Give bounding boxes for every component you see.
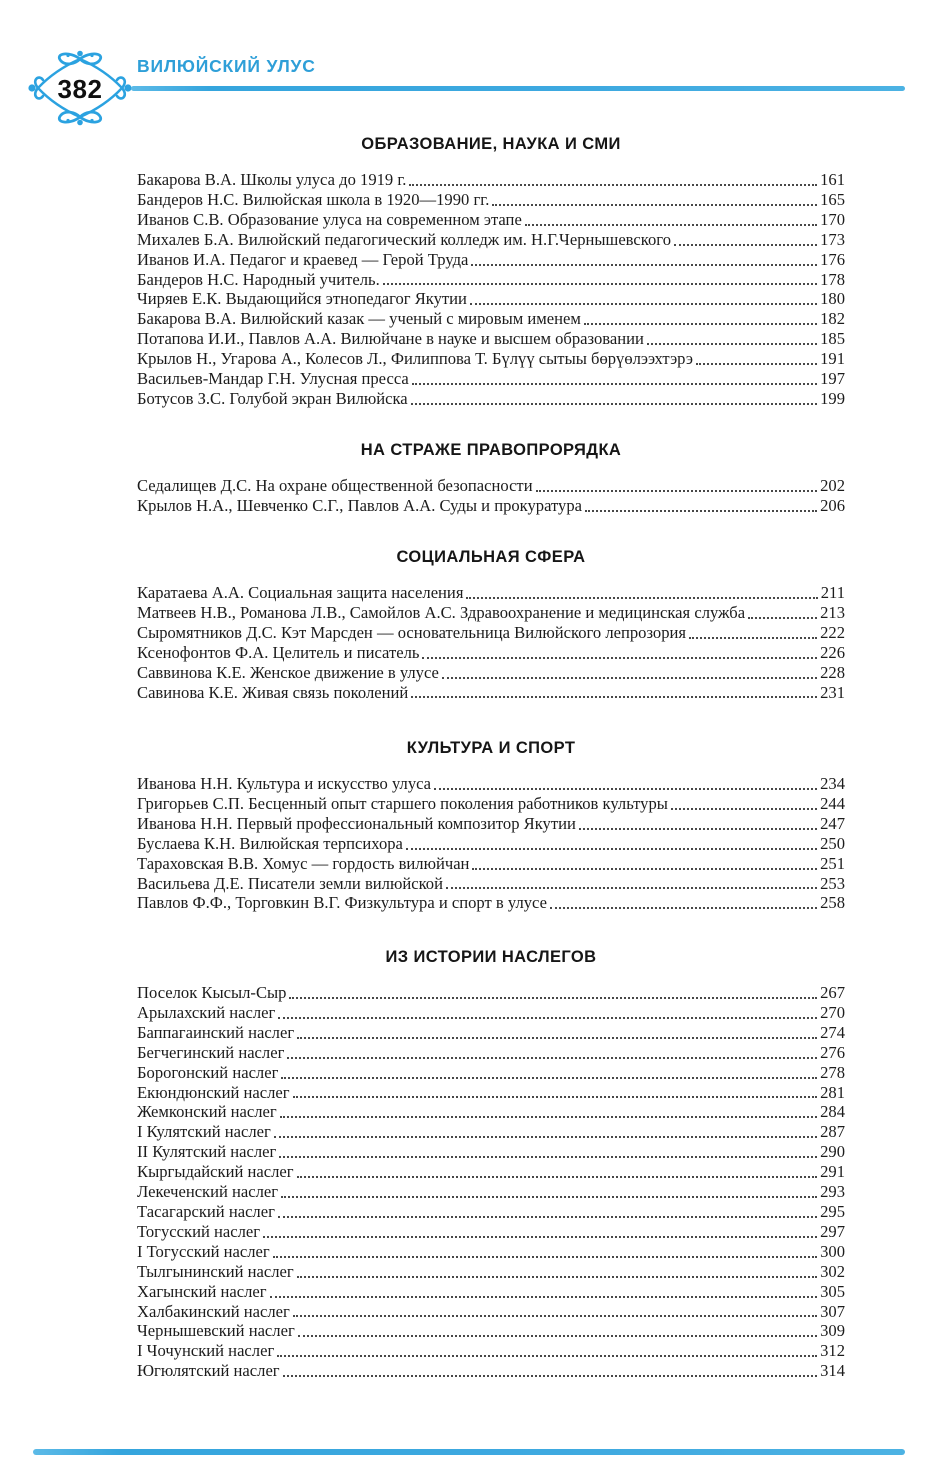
- dot-leader: [293, 1315, 817, 1317]
- toc-entry-page: 281: [820, 1082, 845, 1102]
- toc-entry-page: 290: [820, 1142, 845, 1162]
- dot-leader: [273, 1256, 817, 1258]
- dot-leader: [274, 1136, 817, 1138]
- toc-entry-title: Жемконский наслег: [137, 1102, 277, 1122]
- section-heading: КУЛЬТУРА И СПОРТ: [406, 739, 576, 757]
- toc-entry-title: Иванов С.В. Образование улуса на современном этапе: [137, 209, 522, 229]
- toc-entry-title: I Кулятский наслег: [137, 1122, 271, 1142]
- toc-entry: [137, 683, 845, 703]
- toc-entry: [137, 1341, 845, 1361]
- dot-leader: [584, 323, 817, 325]
- toc-entry: [137, 349, 845, 369]
- toc-entry-title: Матвеев Н.В., Романова Л.В., Самойлов А.С. Здравоохранение и медицинская служба: [137, 602, 746, 622]
- toc-entry-page: 274: [820, 1022, 845, 1042]
- toc-entry-page: 291: [820, 1162, 845, 1182]
- page-number: 382: [57, 73, 103, 104]
- toc-entry: [137, 210, 845, 230]
- dot-leader: [585, 510, 817, 512]
- toc-entry-title: Каратаева А.А. Социальная защита населения: [137, 583, 464, 602]
- toc-entry-title: Сыромятников Д.С. Кэт Марсден — основательница Вилюйского лепрозория: [137, 622, 687, 642]
- dot-leader: [411, 696, 817, 698]
- toc-entry: [137, 774, 845, 794]
- toc-entry: [137, 309, 845, 329]
- toc-entry-page: 295: [820, 1201, 845, 1221]
- dot-leader: [748, 617, 817, 619]
- toc-entry: [137, 289, 845, 309]
- dot-leader: [525, 224, 817, 226]
- toc-entry-title: Васильева Д.Е. Писатели земли вилюйской: [137, 873, 443, 893]
- toc-section: [137, 948, 845, 1381]
- toc-entry-page: 276: [820, 1042, 845, 1062]
- toc-entry-title: Арылахский наслег: [137, 1002, 276, 1022]
- toc-entry-title: Григорьев С.П. Бесценный опыт старшего поколения работников культуры: [137, 793, 668, 813]
- toc-entry-title: Васильев-Мандар Г.Н. Улусная пресса: [137, 369, 409, 389]
- toc-entry: [137, 1282, 845, 1302]
- toc-entry-title: Хагынский наслег: [137, 1281, 267, 1301]
- dot-leader: [466, 597, 817, 599]
- toc-entry-page: 234: [820, 774, 845, 793]
- section-heading: ОБРАЗОВАНИЕ, НАУКА И СМИ: [361, 135, 621, 153]
- toc-entry-title: I Чочунский наслег: [137, 1341, 275, 1361]
- toc-entry-title: Потапова И.И., Павлов А.А. Вилюйчане в науке и высшем образовании: [137, 329, 644, 349]
- toc-entry-page: 202: [820, 476, 845, 495]
- toc-entry-page: 251: [820, 853, 845, 873]
- toc-entry-page: 287: [820, 1122, 845, 1142]
- toc-entry-title: Тогусский наслег: [137, 1221, 261, 1241]
- toc-entry-page: 314: [820, 1361, 845, 1381]
- toc-entry-title: Баппагаинский наслег: [137, 1022, 295, 1042]
- toc-entry-title: Чернышевский наслег: [137, 1321, 295, 1341]
- toc-entry: [137, 1122, 845, 1142]
- dot-leader: [297, 1037, 817, 1039]
- toc-entry-title: Тылгынинский наслег: [137, 1261, 294, 1281]
- dot-leader: [279, 1156, 817, 1158]
- toc-entry-page: 173: [820, 229, 845, 249]
- dot-leader: [472, 868, 817, 870]
- toc-entry-page: 231: [820, 682, 845, 702]
- toc-entry-title: Екюндюнский наслег: [137, 1082, 290, 1102]
- dot-leader: [298, 1335, 817, 1337]
- toc-entry: [137, 583, 845, 603]
- toc-entry: [137, 1063, 845, 1083]
- toc-entry-title: Бакарова В.А. Школы улуса до 1919 г.: [137, 170, 407, 189]
- toc-entry-title: Бакарова В.А. Вилюйский казак — ученый с мировым именем: [137, 309, 581, 329]
- toc-entry-page: 228: [820, 662, 845, 682]
- toc-entry-title: Иванова Н.Н. Первый профессиональный композитор Якутии: [137, 813, 576, 833]
- dot-leader: [696, 363, 817, 365]
- toc-entry: [137, 250, 845, 270]
- dot-leader: [281, 1077, 817, 1079]
- toc-entry-page: 309: [820, 1321, 845, 1341]
- toc-list: [137, 774, 845, 913]
- toc-entry: [137, 1102, 845, 1122]
- toc-entry-page: 182: [820, 309, 845, 329]
- toc-entry: [137, 1361, 845, 1381]
- toc-entry: [137, 329, 845, 349]
- toc-entry-page: 267: [820, 983, 845, 1002]
- dot-leader: [647, 343, 817, 345]
- toc-entry-page: 278: [820, 1062, 845, 1082]
- dot-leader: [550, 907, 817, 909]
- dot-leader: [471, 264, 817, 266]
- toc-entry-title: II Кулятский наслег: [137, 1142, 277, 1162]
- toc-entry-page: 199: [820, 388, 845, 408]
- toc-entry-title: Иванов И.А. Педагог и краевед — Герой Труда: [137, 249, 469, 269]
- toc-entry-title: Тараховская В.В. Хомус — гордость вилюйчан: [137, 853, 470, 873]
- toc-entry: [137, 369, 845, 389]
- toc-entry-page: 211: [820, 583, 845, 602]
- toc-entry-title: Буслаева К.Н. Вилюйская терпсихора: [137, 833, 403, 853]
- toc-entry-title: Крылов Н., Угарова А., Колесов Л., Филиппова Т. Бүлүү сытыы бөрүөлээхтэрэ: [137, 349, 694, 369]
- toc-entry-page: 244: [820, 793, 845, 813]
- toc-entry-page: 180: [820, 289, 845, 309]
- toc-entry: [137, 893, 845, 913]
- toc-entry-title: Иванова Н.Н. Культура и искусство улуса: [137, 774, 432, 793]
- dot-leader: [674, 244, 817, 246]
- toc-list: [137, 170, 845, 409]
- toc-entry-page: 247: [820, 813, 845, 833]
- toc-entry: [137, 834, 845, 854]
- toc-entry-page: 176: [820, 249, 845, 269]
- toc-entry: [137, 1142, 845, 1162]
- dot-leader: [446, 887, 817, 889]
- header-rule: [131, 86, 905, 91]
- toc-entry-title: Югюлятский наслег: [137, 1361, 280, 1381]
- toc-entry-page: 222: [820, 622, 845, 642]
- toc-entry-title: Лекеченский наслег: [137, 1182, 279, 1202]
- toc-entry-page: 305: [820, 1281, 845, 1301]
- toc-entry-title: Ксенофонтов Ф.А. Целитель и писатель: [137, 642, 420, 662]
- toc-entry-title: Саввинова К.Е. Женское движение в улусе: [137, 662, 439, 682]
- toc-entry: [137, 854, 845, 874]
- toc-entry: [137, 230, 845, 250]
- dot-leader: [434, 788, 817, 790]
- toc-entry-title: Михалев Б.А. Вилюйский педагогический колледж им. Н.Г.Чернышевского: [137, 229, 671, 249]
- toc-entry-title: Бегчегинский наслег: [137, 1042, 285, 1062]
- page-header-title: ВИЛЮЙСКИЙ УЛУС: [137, 56, 316, 76]
- toc-entry-title: Бандеров Н.С. Народный учитель.: [137, 269, 380, 289]
- toc-entry-title: Халбакинский наслег: [137, 1301, 290, 1321]
- toc-entry-title: Тасагарский наслег: [137, 1201, 275, 1221]
- dot-leader: [280, 1116, 817, 1118]
- section-heading: ИЗ ИСТОРИИ НАСЛЕГОВ: [385, 948, 597, 966]
- toc-entry: [137, 389, 845, 409]
- toc-entry-page: 312: [820, 1341, 845, 1361]
- toc-entry: [137, 794, 845, 814]
- toc-entry-title: Павлов Ф.Ф., Торговкин В.Г. Физкультура и спорт в улусе: [137, 893, 547, 913]
- toc-entry: [137, 874, 845, 894]
- toc-entry: [137, 663, 845, 683]
- toc-section: [137, 548, 845, 702]
- dot-leader: [281, 1196, 817, 1198]
- dot-leader: [406, 848, 817, 850]
- toc-entry-page: 191: [820, 349, 845, 369]
- toc-entry: [137, 623, 845, 643]
- toc-entry: [137, 1083, 845, 1103]
- toc-entry: [137, 1202, 845, 1222]
- dot-leader: [283, 1375, 817, 1377]
- toc-list: [137, 583, 845, 702]
- toc-entry: [137, 1023, 845, 1043]
- toc-entry-page: 161: [820, 170, 845, 189]
- toc-entry-page: 165: [820, 189, 845, 209]
- toc-entry-page: 226: [820, 642, 845, 662]
- toc-entry: [137, 476, 845, 496]
- toc-list: [137, 983, 845, 1381]
- dot-leader: [442, 677, 817, 679]
- toc-entry-title: Крылов Н.А., Шевченко С.Г., Павлов А.А. Суды и прокуратура: [137, 495, 583, 515]
- toc-entry: [137, 1321, 845, 1341]
- dot-leader: [263, 1236, 817, 1238]
- toc-entry-title: Савинова К.Е. Живая связь поколений: [137, 682, 409, 702]
- toc-list: [137, 476, 845, 516]
- dot-leader: [297, 1176, 818, 1178]
- toc-entry: [137, 1262, 845, 1282]
- toc-entry: [137, 1222, 845, 1242]
- dot-leader: [470, 303, 817, 305]
- toc-entry-page: 293: [820, 1182, 845, 1202]
- toc-entry-title: Бандеров Н.С. Вилюйская школа в 1920—1990 гг.: [137, 189, 490, 209]
- toc-entry: [137, 603, 845, 623]
- dot-leader: [411, 403, 817, 405]
- toc-entry-page: 307: [820, 1301, 845, 1321]
- toc-entry-page: 258: [820, 893, 845, 913]
- dot-leader: [287, 1057, 817, 1059]
- toc-entry-title: Седалищев Д.С. На охране общественной безопасности: [137, 476, 533, 495]
- toc-entry-page: 284: [820, 1102, 845, 1122]
- toc-entry: [137, 190, 845, 210]
- toc-entry: [137, 1242, 845, 1262]
- toc-entry: [137, 983, 845, 1003]
- dot-leader: [689, 637, 817, 639]
- toc-entry-page: 178: [820, 269, 845, 289]
- toc-entry-page: 185: [820, 329, 845, 349]
- toc-entry: [137, 1043, 845, 1063]
- toc-entry-page: 197: [820, 369, 845, 389]
- toc-section: [137, 135, 845, 409]
- page-number-ornament: [24, 50, 136, 126]
- toc-entry-page: 297: [820, 1221, 845, 1241]
- section-heading: СОЦИАЛЬНАЯ СФЕРА: [396, 548, 586, 566]
- toc-entry: [137, 814, 845, 834]
- dot-leader: [492, 204, 817, 206]
- toc-entry-page: 250: [820, 833, 845, 853]
- toc-entry-title: Ботусов З.С. Голубой экран Вилюйска: [137, 388, 408, 408]
- toc-section: [137, 441, 845, 516]
- toc-entry-page: 302: [820, 1261, 845, 1281]
- dot-leader: [277, 1355, 817, 1357]
- toc-entry-title: I Тогусский наслег: [137, 1241, 270, 1261]
- toc-entry-page: 270: [820, 1002, 845, 1022]
- toc-entry-page: 253: [820, 873, 845, 893]
- toc-entry-title: Чиряев Е.К. Выдающийся этнопедагог Якутии: [137, 289, 467, 309]
- dot-leader: [293, 1096, 818, 1098]
- toc-entry: [137, 643, 845, 663]
- toc-entry: [137, 1302, 845, 1322]
- toc-entry: [137, 496, 845, 516]
- dot-leader: [579, 828, 817, 830]
- toc-entry: [137, 1182, 845, 1202]
- toc-entry: [137, 1003, 845, 1023]
- toc-entry-page: 213: [820, 602, 845, 622]
- toc-entry-title: Поселок Кысыл-Сыр: [137, 983, 287, 1002]
- dot-leader: [289, 997, 817, 999]
- dot-leader: [297, 1276, 817, 1278]
- dot-leader: [270, 1296, 818, 1298]
- dot-leader: [536, 490, 818, 492]
- dot-leader: [409, 184, 817, 186]
- dot-leader: [671, 808, 817, 810]
- toc-entry: [137, 270, 845, 290]
- section-heading: НА СТРАЖЕ ПРАВОПРОРЯДКА: [360, 441, 622, 459]
- dot-leader: [278, 1017, 817, 1019]
- dot-leader: [383, 283, 817, 285]
- toc-entry-page: 206: [820, 495, 845, 515]
- dot-leader: [422, 657, 817, 659]
- toc-entry-title: Борогонский наслег: [137, 1062, 279, 1082]
- toc-section: [137, 739, 845, 913]
- dot-leader: [412, 383, 817, 385]
- toc-entry: [137, 1162, 845, 1182]
- toc-entry-page: 300: [820, 1241, 845, 1261]
- toc-entry-page: 170: [820, 209, 845, 229]
- toc-entry-title: Кыргыдайский наслег: [137, 1162, 294, 1182]
- toc-entry: [137, 170, 845, 190]
- footer-rule: [33, 1449, 905, 1455]
- dot-leader: [278, 1216, 817, 1218]
